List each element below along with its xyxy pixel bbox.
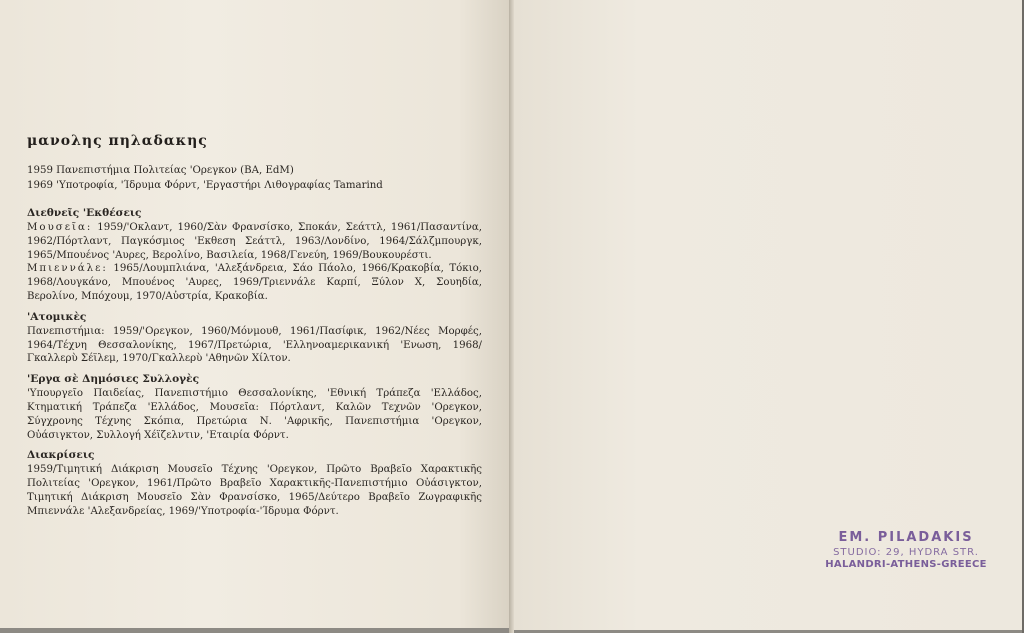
artist-name: μανολης πηλαδακης xyxy=(27,133,208,149)
section-title: 'Ατομικὲς xyxy=(27,310,87,323)
left-page xyxy=(0,0,509,628)
section-public-collections xyxy=(27,372,482,442)
section-awards xyxy=(27,448,482,518)
paragraph xyxy=(27,387,482,442)
paragraph-lead: Μουσεῖα: xyxy=(27,222,93,233)
paragraph xyxy=(27,463,482,518)
paragraph-text: 'Υπουργεῖο Παιδείας, Πανεπιστήμιο Θεσσαλονίκης, 'Εθνική Τράπεζα 'Ελλάδος, Κτηματική Τράπεζα 'Ελλάδος, Μουσεῖα: Πόρτλαντ, Καλῶν Τεχνῶν 'Ορεγκον, Σύγχρονης Τέχνης Σκόπια, Πρετώρια Ν. 'Αφρικῆς, Πανεπιστήμια 'Ορεγκον, Οὐάσιγκτον, Συλλογή Χέϊζελντιν, 'Εταιρία Φόρντ. xyxy=(27,388,482,441)
education-line: 1969 'Υποτροφία, 'Ίδρυμα Φόρντ, 'Εργαστήρι Λιθογραφίας Tamarind xyxy=(27,180,383,191)
paragraph xyxy=(27,221,482,262)
paragraph xyxy=(27,262,482,303)
biography-text xyxy=(27,133,482,519)
section-international-exhibitions xyxy=(27,206,482,304)
section-title: 'Εργα σὲ Δημόσιες Συλλογὲς xyxy=(27,373,200,386)
stamp-address: STUDIO: 29, HYDRA STR. xyxy=(833,547,979,558)
section-solo-exhibitions xyxy=(27,310,482,366)
paragraph-lead: Μπιεννάλε: xyxy=(27,263,108,275)
section-title: Διεθνεῖς 'Εκθέσεις xyxy=(27,207,142,219)
paragraph-text: 1959/Τιμητική Διάκριση Μουσεῖο Τέχνης 'Ορεγκον, Πρῶτο Βραβεῖο Χαρακτικῆς Πολιτείας 'Ορεγκον, 1961/Πρῶτο Βραβεῖο Χαρακτικῆς-Πανεπιστήμιο Οὐάσιγκτον, Τιμητική Διάκριση Μουσεῖο Σὰν Φρανσίσκο, 1965/Δεύτερο Βραβεῖο Ζωγραφικῆς Μπιεννάλε 'Αλεξανδρείας, 1969/'Υποτροφία-'Ίδρυμα Φόρντ. xyxy=(27,464,482,517)
stamp-city: HALANDRI-ATHENS-GREECE xyxy=(825,559,987,570)
stamp-name: EM. PILADAKIS xyxy=(838,530,974,545)
paragraph-text: 1965/Λουμπλιάνα, 'Αλεξάνδρεια, Σάο Πάολο, 1966/Κρακοβία, Τόκιο, 1968/Λουγκάνο, Μπουένος 'Αυρες, 1969/Τριεννάλε Καρπί, Ξύλον Χ, Σουηδία, Βερολίνο, Μπόχουμ, 1970/Αὐστρία, Κρακοβία. xyxy=(27,263,482,302)
paragraph-text: Πανεπιστήμια: 1959/'Ορεγκον, 1960/Μόνμουθ, 1961/Πασίφικ, 1962/Νέες Μορφές, 1964/Τέχνη Θεσσαλονίκης, 1967/Πρετώρια, 'Ελληνοαμερικανική 'Ενωση, 1968/Γκαλλερὺ Σέϊλεμ, 1970/Γκαλλερὺ 'Αθηνῶν Χίλτον. xyxy=(27,325,482,365)
education-line: 1959 Πανεπιστήμια Πολιτείας 'Ορεγκον (BA, EdM) xyxy=(27,165,294,176)
paragraph-text: 1959/'Οκλαντ, 1960/Σὰν Φρανσίσκο, Σποκάν, Σεάττλ, 1961/Πασαντίνα, 1962/Πόρτλαντ, Παγκόσμιος 'Εκθεση Σεάττλ, 1963/Λονδίνο, 1964/Σάλζμπουργκ, 1965/Μπουένος 'Αυρες, Βερολίνο, Βασιλεία, 1968/Γενεύη, 1969/Βουκουρέστι. xyxy=(27,222,482,261)
section-title: Διακρίσεις xyxy=(27,449,95,462)
studio-stamp xyxy=(820,530,992,570)
paragraph xyxy=(27,325,482,366)
